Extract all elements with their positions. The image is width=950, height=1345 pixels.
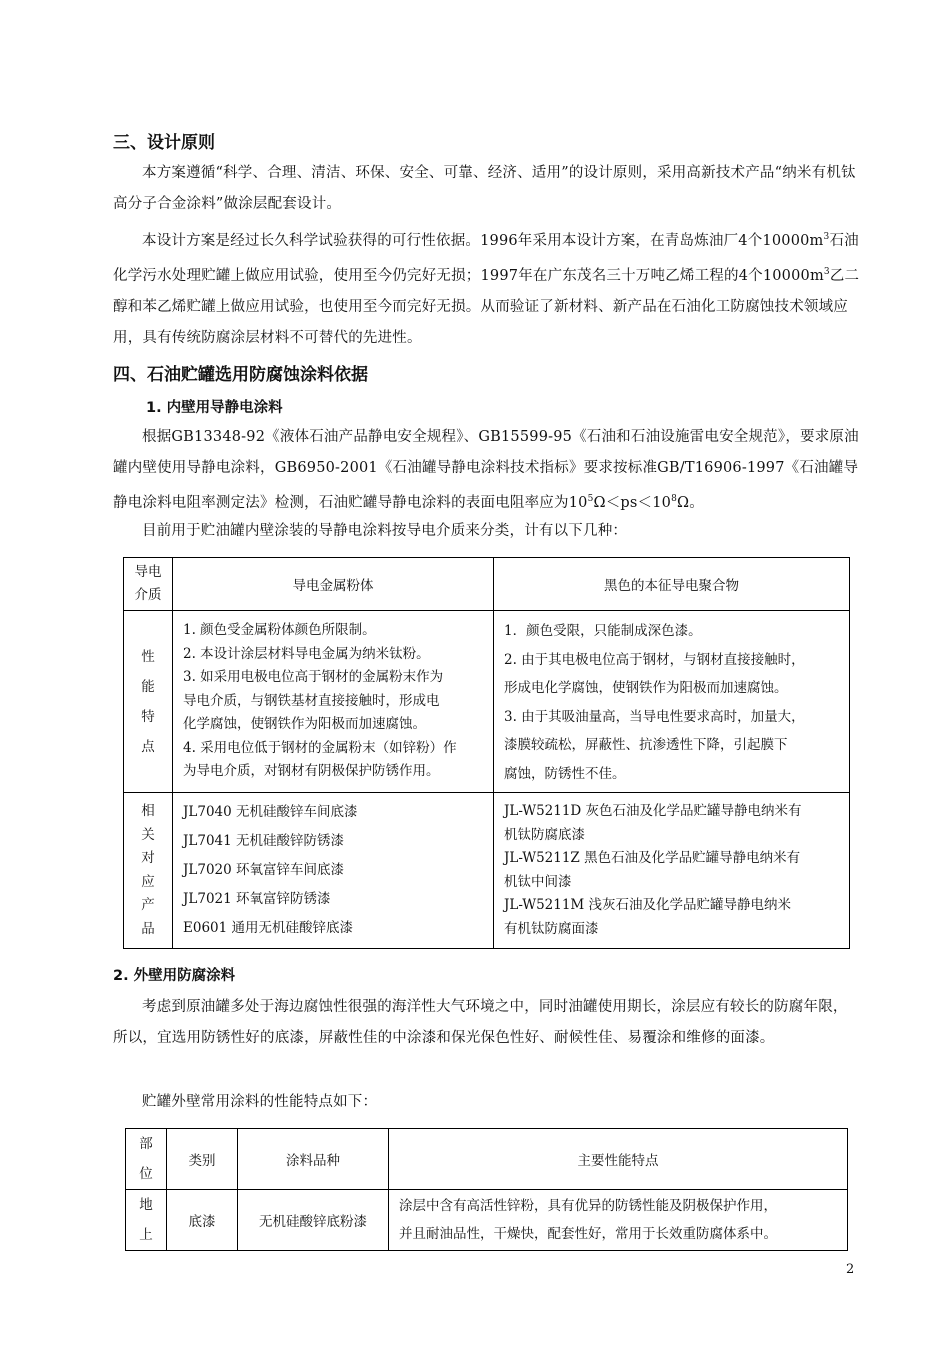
row-category-primer: 底漆 (167, 1190, 238, 1251)
section-4-paragraph-3: 考虑到原油罐多处于海边腐蚀性很强的海洋性大气环境之中，同时油罐使用期长，涂层应有较长的防腐年限，所以，宜选用防锈性好的底漆，屏蔽性佳的中涂漆和保光保色性好、耐候性佳、易覆涂和维修的面漆。 (113, 999, 848, 1046)
header-medium: 导电 介质 (124, 558, 173, 611)
section-4-paragraph-1: 根据GB13348-92《液体石油产品静电安全规程》、GB15599-95《石油和石油设施雷电安全规范》，要求原油罐内壁使用导静电涂料，GB6950-2001《石油罐导静电涂料技术指标》要求按标准GB/T16906-1997《石油罐导静电涂料电阻率测定法》检测，石油贮罐导静电涂料的表面电阻率应为$10^5\Omega<ps<10^8\Omega$。 (113, 429, 859, 511)
row-part-above-ground: 地 上 (126, 1190, 167, 1251)
page-number: 2 (846, 1262, 855, 1277)
performance-polymer: 1．颜色受限，只能制成深色漆。 2. 由于其电极电位高于钢材，与钢材直接接触时， 形成电化学腐蚀，使钢铁作为阳极而加速腐蚀。 3. 由于其吸油量高，当导电性要求高时，加量大， 漆膜较疏松，屏蔽性、抗渗透性下降，引起膜下 腐蚀，防锈性不佳。 (494, 611, 850, 793)
subheading-outer-wall: 2. 外壁用防腐涂料 (113, 968, 236, 984)
outer-wall-coating-table (125, 1128, 848, 1251)
performance-metal-powder: 1. 颜色受金属粉体颜色所限制。 2. 本设计涂层材料导电金属为纳米钛粉。 3. 如采用电极电位高于钢材的金属粉末作为 导电介质，与钢铁基材直接接触时，形成电 化学腐蚀，使钢铁作为阳极而加速腐蚀。 4. 采用电位低于钢材的金属粉末（如锌粉）作 为导电介质，对钢材有阴极保护防锈作用。 (173, 611, 494, 793)
row-label-performance: 性 能 特 点 (124, 611, 173, 793)
table-row-performance (124, 611, 850, 793)
header-features: 主要性能特点 (389, 1129, 848, 1190)
subheading-inner-wall: 1. 内壁用导静电涂料 (146, 400, 283, 416)
section-3-heading: 三、设计原则 (113, 133, 215, 153)
row-features: 涂层中含有高活性锌粉，具有优异的防锈性能及阴极保护作用， 并且耐油品性，干燥快，配套性好，常用于长效重防腐体系中。 (389, 1190, 848, 1251)
section-4-heading: 四、石油贮罐选用防腐蚀涂料依据 (113, 365, 368, 385)
section-3-paragraph-2: 本设计方案是经过长久科学试验获得的可行性依据。1996年采用本设计方案，在青岛炼油厂4个$10000m^3$石油化学污水处理贮罐上做应用试验，使用至今仍完好无损；1997年在广东茂名三十万吨乙烯工程的4个$10000m^3$乙二醇和苯乙烯贮罐上做应用试验，也使用至今而完好无损。从而验证了新材料、新产品在石油化工防腐蚀技术领域应用，具有传统防腐涂层材料不可替代的先进性。 (113, 232, 860, 346)
products-polymer: JL-W5211D 灰色石油及化学品贮罐导静电纳米有 机钛防腐底漆 JL-W5211Z 黑色石油及化学品贮罐导静电纳米有 机钛中间漆 JL-W5211M 浅灰石油及化学品贮罐导静电纳米 有机钛防腐面漆 (494, 793, 850, 949)
header-part: 部 位 (126, 1129, 167, 1190)
conductive-coating-table (123, 557, 850, 949)
row-product-zinc-silicate: 无机硅酸锌底粉漆 (238, 1190, 389, 1251)
row-label-products: 相 关 对 应 产 品 (124, 793, 173, 949)
table-row-products (124, 793, 850, 949)
section-3-paragraph-1: 本方案遵循“科学、合理、清洁、环保、安全、可靠、经济、适用”的设计原则，采用高新技术产品“纳米有机钛高分子合金涂料”做涂层配套设计。 (113, 165, 856, 212)
table2-header-row (126, 1129, 848, 1190)
section-4-paragraph-2: 目前用于贮油罐内壁涂装的导静电涂料按导电介质来分类，计有以下几种： (142, 523, 628, 539)
header-product: 涂料品种 (238, 1129, 389, 1190)
header-category: 类别 (167, 1129, 238, 1190)
section-4-paragraph-4: 贮罐外壁常用涂料的性能特点如下： (142, 1094, 378, 1110)
header-polymer: 黑色的本征导电聚合物 (494, 558, 850, 611)
products-metal-powder: JL7040 无机硅酸锌车间底漆 JL7041 无机硅酸锌防锈漆 JL7020 环氧富锌车间底漆 JL7021 环氧富锌防锈漆 E0601 通用无机硅酸锌底漆 (173, 793, 494, 949)
table-header-row (124, 558, 850, 611)
table2-row-above-ground (126, 1190, 848, 1251)
header-metal-powder: 导电金属粉体 (173, 558, 494, 611)
